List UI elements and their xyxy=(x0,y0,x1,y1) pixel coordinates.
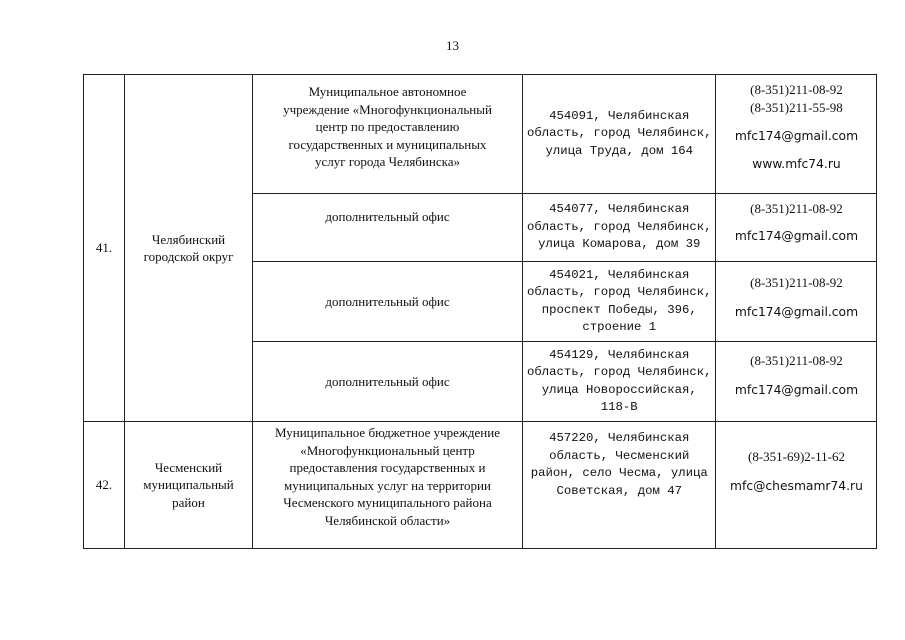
office-name-cell xyxy=(253,194,523,262)
contacts-cell xyxy=(716,194,877,262)
page-number: 13 xyxy=(446,38,459,53)
email[interactable]: mfc174@gmail.com xyxy=(734,304,859,319)
email[interactable]: mfc174@gmail.com xyxy=(734,382,859,397)
address-line: область, город Челябинск, xyxy=(527,365,712,379)
email[interactable]: mfc174@gmail.com xyxy=(734,228,859,243)
office-name-cell xyxy=(253,262,523,342)
office-name-line: «Многофункциональный центр xyxy=(300,442,475,458)
contacts-cell xyxy=(716,262,877,342)
office-name-line: дополнительный офис xyxy=(325,209,450,224)
office-name-line: дополнительный офис xyxy=(325,373,450,389)
office-name-line: дополнительный офис xyxy=(325,293,450,309)
table-row xyxy=(84,75,877,194)
office-name-line: предоставления государственных и xyxy=(289,460,486,475)
address-cell xyxy=(523,422,716,549)
address-line: 457220, Челябинская xyxy=(549,431,690,445)
address-line: улица Новороссийская, xyxy=(541,382,697,397)
area-name-line: Челябинский xyxy=(151,231,226,247)
row-number-cell xyxy=(84,75,125,422)
address-line: строение 1 xyxy=(582,320,657,334)
address-line: улица Комарова, дом 39 xyxy=(538,237,701,252)
area-name-line: Чесменский xyxy=(154,459,223,475)
mfc-table xyxy=(83,74,877,549)
office-name-line: государственных и муниципальных xyxy=(288,136,487,152)
phone: (8-351)211-08-92 xyxy=(750,201,843,216)
contacts-cell xyxy=(716,75,877,194)
contacts-cell xyxy=(716,342,877,422)
office-name-line: Муниципальное бюджетное учреждение xyxy=(275,425,500,440)
address-line: область, город Челябинск, xyxy=(527,285,712,299)
address-line: 454129, Челябинская xyxy=(549,347,690,362)
row-number-cell xyxy=(84,422,125,549)
area-name-line: район xyxy=(172,494,205,510)
address-cell xyxy=(523,194,716,262)
website[interactable]: www.mfc74.ru xyxy=(752,156,841,171)
office-name-line: Муниципальное автономное xyxy=(308,84,467,99)
office-name-line: услуг города Челябинска» xyxy=(315,154,460,169)
address-cell xyxy=(523,75,716,194)
office-name-cell xyxy=(253,422,523,549)
office-name-line: Чесменского муниципального района xyxy=(283,495,492,510)
office-name-cell xyxy=(253,342,523,422)
office-name-line: учреждение «Многофункциональный xyxy=(283,101,492,117)
phone: (8-351-69)2-11-62 xyxy=(747,449,845,464)
address-line: область, город Челябинск, xyxy=(527,126,712,141)
area-cell xyxy=(125,422,253,549)
office-name-line: муниципальных услуг на территории xyxy=(284,477,491,493)
email[interactable]: mfc174@gmail.com xyxy=(734,129,859,143)
address-line: 454021, Челябинская xyxy=(549,267,690,282)
email[interactable]: mfc@chesmamr74.ru xyxy=(730,478,863,493)
area-name-line: городской округ xyxy=(143,249,234,264)
contacts-cell xyxy=(716,422,877,549)
area-name-line: муниципальный xyxy=(143,477,234,493)
phone: (8-351)211-55-98 xyxy=(750,99,843,115)
address-line: улица Труда, дом 164 xyxy=(545,143,694,158)
office-name-line: Челябинской области» xyxy=(324,512,451,528)
phone: (8-351)211-08-92 xyxy=(750,275,843,290)
address-line: 454077, Челябинская xyxy=(549,202,690,217)
row-number: 41. xyxy=(95,240,113,256)
address-line: район, село Чесма, улица xyxy=(530,466,708,480)
address-line: 454091, Челябинская xyxy=(549,108,690,123)
address-line: область, Чесменский xyxy=(549,448,690,463)
address-cell xyxy=(523,262,716,342)
address-line: Советская, дом 47 xyxy=(556,483,682,498)
address-line: проспект Победы, 396, xyxy=(541,302,697,317)
address-line: область, город Челябинск, xyxy=(527,219,712,234)
address-cell xyxy=(523,342,716,422)
row-number: 42. xyxy=(95,477,113,493)
table-row xyxy=(84,422,877,549)
office-name-line: центр по предоставлению xyxy=(315,119,460,134)
area-cell xyxy=(125,75,253,422)
phone: (8-351)211-08-92 xyxy=(750,353,843,368)
office-name-cell xyxy=(253,75,523,194)
phone: (8-351)211-08-92 xyxy=(750,82,843,97)
address-line: 118-В xyxy=(600,400,638,414)
